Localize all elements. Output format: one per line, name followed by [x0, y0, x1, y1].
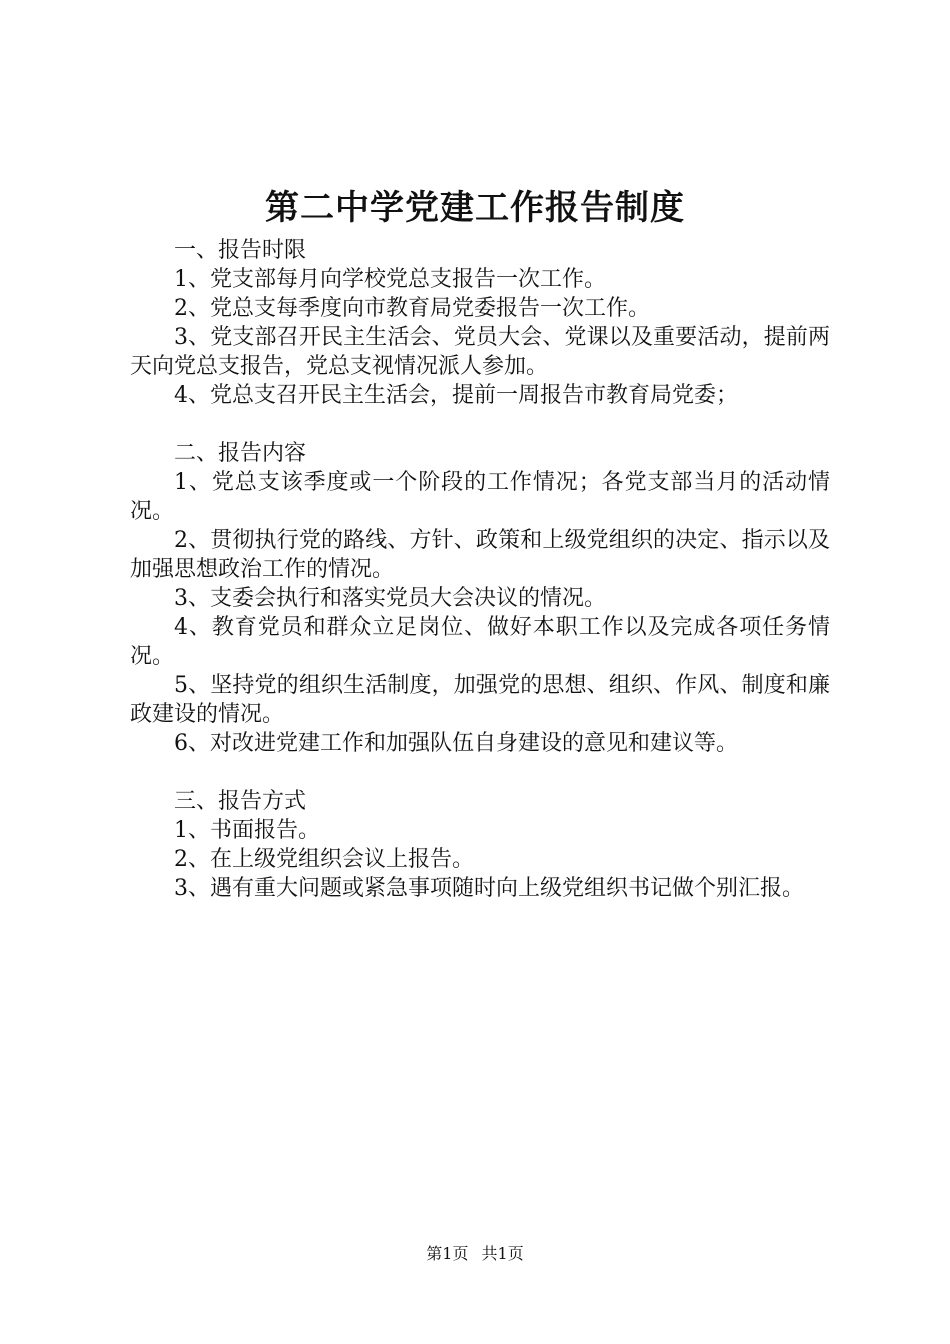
section-spacer: [130, 758, 830, 787]
paragraph: 3、遇有重大问题或紧急事项随时向上级党组织书记做个别汇报。: [174, 876, 804, 901]
page-footer: [0, 1244, 950, 1264]
paragraph: 2、贯彻执行党的路线、方针、政策和上级党组织的决定、指示以及加强思想政治工作的情况。: [130, 528, 830, 582]
section-heading-content: 二、报告内容: [174, 441, 307, 466]
document-body: [130, 236, 830, 903]
page-number: 第1页: [426, 1244, 469, 1263]
paragraph: 3、支委会执行和落实党员大会决议的情况。: [174, 586, 606, 611]
paragraph: 1、书面报告。: [174, 818, 320, 843]
section-heading-time-limit: 一、报告时限: [174, 238, 307, 263]
paragraph: 2、在上级党组织会议上报告。: [174, 847, 474, 872]
paragraph: 1、党支部每月向学校党总支报告一次工作。: [174, 267, 606, 292]
paragraph: 1、党总支该季度或一个阶段的工作情况；各党支部当月的活动情况。: [130, 470, 830, 524]
document-title: 第二中学党建工作报告制度: [265, 188, 685, 228]
section-spacer: [130, 410, 830, 439]
paragraph: 6、对改进党建工作和加强队伍自身建设的意见和建议等。: [174, 731, 738, 756]
page-total: 共1页: [481, 1244, 524, 1263]
paragraph: 4、党总支召开民主生活会，提前一周报告市教育局党委；: [174, 383, 738, 408]
paragraph: 3、党支部召开民主生活会、党员大会、党课以及重要活动，提前两天向党总支报告，党总支视情况派人参加。: [130, 325, 830, 379]
paragraph: 4、教育党员和群众立足岗位、做好本职工作以及完成各项任务情况。: [130, 615, 830, 669]
paragraph: 5、坚持党的组织生活制度，加强党的思想、组织、作风、制度和廉政建设的情况。: [130, 673, 830, 727]
section-heading-method: 三、报告方式: [174, 789, 307, 814]
paragraph: 2、党总支每季度向市教育局党委报告一次工作。: [174, 296, 650, 321]
